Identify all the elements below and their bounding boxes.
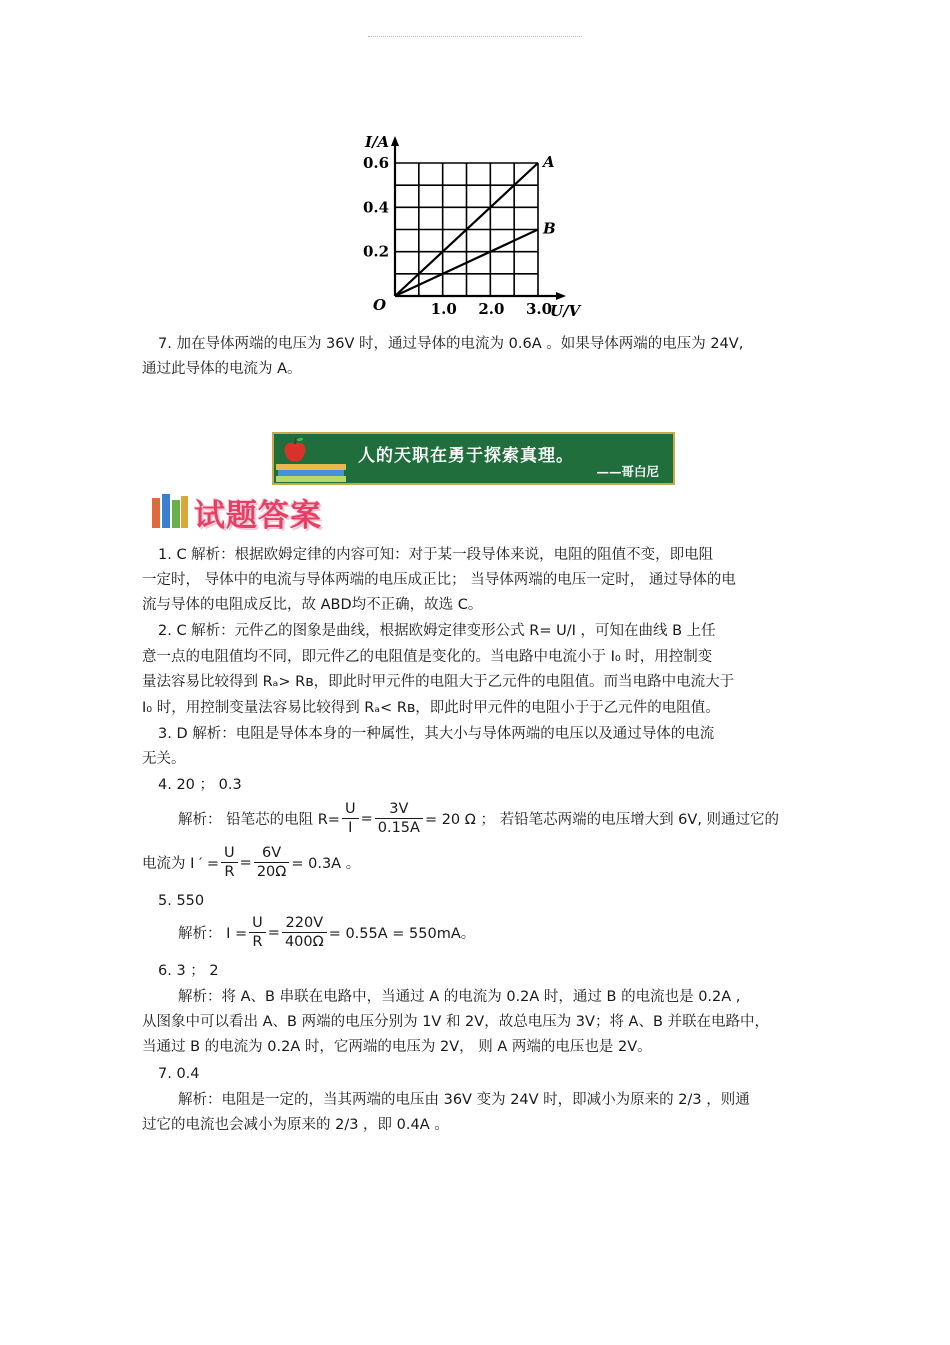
origin-label: O — [373, 296, 387, 314]
y-tick-label: 0.6 — [363, 154, 390, 172]
answer-6-line-2: 从图象中可以看出 A、B 两端的电压分别为 1V 和 2V，故总电压为 3V；将 A、B 并联在电路中， — [142, 1014, 770, 1030]
formula-text: 解析： 铅笔芯的电阻 R= — [178, 812, 340, 828]
answer-5-formula: 解析： I = $\frac{U}{R}$ = $\frac{220V}{400\Omega}$ = 0.55A = 550mA。 — [178, 915, 476, 950]
fraction-denominator: 20Ω — [256, 864, 287, 880]
y-tick-label: 0.2 — [363, 242, 390, 261]
fraction — [342, 800, 359, 837]
apple-icon — [282, 436, 308, 464]
header-rule — [368, 36, 582, 37]
fraction-denominator: I — [348, 820, 353, 836]
x-axis-arrow — [556, 292, 566, 300]
answer-7-head: 7. 0.4 — [158, 1066, 200, 1082]
fraction — [375, 800, 423, 837]
fraction — [249, 914, 266, 951]
iu-graph — [356, 128, 596, 324]
formula-text: = 0.3A 。 — [291, 856, 361, 872]
answer-2-line-2: 意一点的电阻值均不同，即元件乙的电阻值是变化的。当电路中电流小于 I₀ 时，用控制变 — [142, 649, 713, 665]
banner-author: ——哥白尼 — [596, 464, 659, 479]
answer-1-line-3: 流与导体的电阻成反比，故 ABD均不正确，故选 C。 — [142, 597, 483, 613]
answer-6-head: 6. 3 ； 2 — [158, 963, 219, 979]
answer-3-line-1: 3. D 解析：电阻是导体本身的一种属性，其大小与导体两端的电压以及通过导体的电流 — [158, 726, 715, 742]
fraction-denominator: 0.15A — [377, 820, 420, 836]
quote-banner — [272, 432, 675, 485]
answer-2-line-4: I₀ 时，用控制变量法容易比较得到 Rₐ< Rʙ，即此时甲元件的电阻小于于乙元件的电阻值。 — [142, 700, 720, 716]
fraction-numerator: 220V — [282, 914, 327, 933]
fraction-numerator: U — [342, 800, 359, 819]
y-axis-title: I/A — [365, 133, 390, 151]
answer-7-line-2: 过它的电流也会减小为原来的 2/3 ，即 0.4A 。 — [142, 1117, 449, 1133]
answer-6-line-1: 解析：将 A、B 串联在电路中，当通过 A 的电流为 0.2A 时，通过 B 的电流也是 0.2A , — [178, 989, 741, 1005]
answer-4-head: 4. 20 ； 0.3 — [158, 777, 242, 793]
x-tick-label: 2.0 — [478, 300, 505, 318]
answer-4-formula-1: 解析： 铅笔芯的电阻 R= $\frac{U}{I}$ = $\frac{3V}{0.15A}$ = 20 Ω ； 若铅笔芯两端的电压增大到 6V, 则通过它的 — [178, 801, 780, 836]
answers-title-text: 试题答案 — [194, 498, 322, 534]
series-label-b: B — [543, 219, 556, 238]
answer-7-line-1: 解析：电阻是一定的，当其两端的电压由 36V 变为 24V 时，即减小为原来的 2/3 ，则通 — [178, 1092, 750, 1108]
answer-2-line-1: 2. C 解析：元件乙的图象是曲线，根据欧姆定律变形公式 R= U/I ，可知在曲线 B 上任 — [158, 623, 716, 639]
answer-3-line-2: 无关。 — [142, 751, 186, 767]
fraction-numerator: 3V — [375, 800, 423, 819]
banner-quote: 人的天职在勇于探索真理。 — [358, 446, 574, 466]
series-label-a: A — [543, 153, 555, 171]
fraction-denominator: 400Ω — [284, 934, 324, 950]
answer-4-formula-2: 电流为 I ′ = $\frac{U}{R}$ = $\frac{6V}{20\Omega}$ = 0.3A 。 — [142, 845, 361, 880]
answer-1-line-2: 一定时， 导体中的电流与导体两端的电压成正比； 当导体两端的电压一定时， 通过导体的电 — [142, 572, 736, 588]
x-axis-title: U/V — [550, 302, 581, 320]
fraction-numerator: U — [249, 914, 266, 933]
formula-text: = 20 Ω ； 若铅笔芯两端的电压增大到 6V, 则通过它的 — [424, 812, 780, 828]
question-7-line-2: 通过此导体的电流为 A。 — [142, 361, 302, 377]
formula-text: = 0.55A = 550mA。 — [328, 926, 476, 942]
formula-text: 电流为 I ′ = — [142, 856, 220, 872]
fraction — [221, 844, 238, 881]
fraction-numerator: 6V — [254, 844, 290, 863]
y-tick-label: 0.4 — [363, 198, 390, 217]
fraction-denominator: R — [252, 934, 263, 950]
question-7-line-1: 7. 加在导体两端的电压为 36V 时，通过导体的电流为 0.6A 。如果导体两端的电压为 24V, — [158, 336, 744, 352]
x-tick-label: 1.0 — [430, 300, 457, 318]
y-axis-arrow — [391, 136, 399, 146]
answer-5-head: 5. 550 — [158, 893, 205, 909]
book-stack-icon — [150, 492, 190, 530]
fraction — [254, 844, 290, 881]
answers-heading — [150, 488, 330, 534]
answer-2-line-3: 量法容易比较得到 Rₐ> Rʙ，即此时甲元件的电阻大于乙元件的电阻值。而当电路中电流大于 — [142, 674, 735, 690]
fraction-denominator: R — [224, 864, 235, 880]
books-icon — [276, 464, 346, 482]
formula-text: 解析： I = — [178, 926, 248, 942]
fraction — [282, 914, 327, 951]
answer-1-line-1: 1. C 解析：根据欧姆定律的内容可知：对于某一段导体来说，电阻的阻值不变，即电阻 — [158, 547, 714, 563]
answer-6-line-3: 当通过 B 的电流为 0.2A 时，它两端的电压为 2V， 则 A 两端的电压也是 2V。 — [142, 1039, 652, 1055]
x-tick-label: 3.0 — [526, 300, 553, 318]
fraction-numerator: U — [221, 844, 238, 863]
